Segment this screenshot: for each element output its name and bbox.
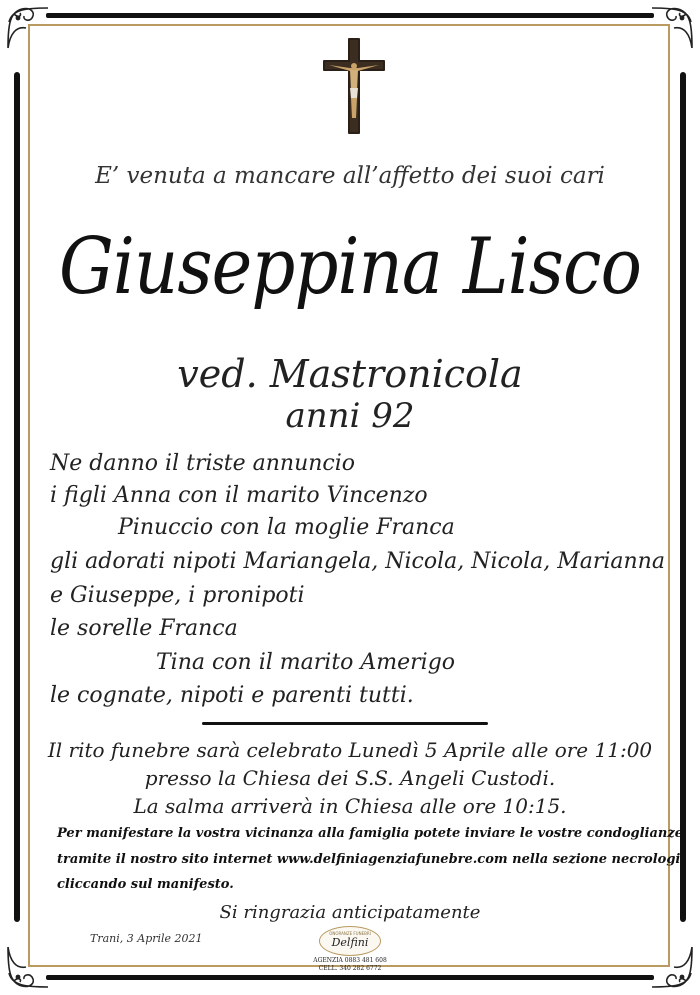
corner-ornament-icon bbox=[4, 4, 50, 50]
deceased-name: Giuseppina Lisco bbox=[58, 222, 642, 312]
frame-top-bar bbox=[46, 13, 654, 18]
family-line: le cognate, nipoti e parenti tutti. bbox=[50, 683, 414, 708]
family-line: le sorelle Franca bbox=[50, 616, 238, 641]
agency-name: Delfini bbox=[331, 936, 369, 949]
ceremony-line: La salma arriverà in Chiesa alle ore 10:15. bbox=[133, 794, 567, 818]
condolence-notice-line: cliccando sul manifesto. bbox=[57, 877, 234, 892]
age-text: anni 92 bbox=[285, 396, 415, 436]
ceremony-line: Il rito funebre sarà celebrato Lunedì 5 Aprile alle ore 11:00 bbox=[47, 738, 653, 762]
place-date: Trani, 3 Aprile 2021 bbox=[90, 932, 203, 945]
frame-bottom-bar bbox=[46, 975, 654, 980]
family-line: e Giuseppe, i pronipoti bbox=[50, 583, 305, 608]
agency-phone: AGENZIA 0883 481 608 bbox=[313, 957, 387, 964]
family-line: Tina con il marito Amerigo bbox=[156, 650, 456, 675]
corner-ornament-icon bbox=[650, 4, 696, 50]
divider-line bbox=[202, 722, 488, 725]
family-line: i figli Anna con il marito Vincenzo bbox=[50, 483, 428, 508]
agency-logo bbox=[304, 926, 396, 972]
agency-cell: CELL. 340 282 6772 bbox=[318, 965, 382, 972]
ceremony-line: presso la Chiesa dei S.S. Angeli Custodi. bbox=[144, 766, 556, 790]
corner-ornament-icon bbox=[650, 945, 696, 991]
family-line: gli adorati nipoti Mariangela, Nicola, Nicola, Marianna bbox=[50, 549, 665, 574]
family-line: Pinuccio con la moglie Franca bbox=[118, 515, 455, 540]
crucifix-icon bbox=[323, 38, 385, 134]
condolence-notice-line: Per manifestare la vostra vicinanza alla famiglia potete inviare le vostre condoglianze bbox=[57, 826, 684, 841]
family-line: Ne danno il triste annuncio bbox=[50, 451, 356, 476]
intro-text: E’ venuta a mancare all’affetto dei suoi cari bbox=[95, 163, 605, 189]
condolence-notice-line: tramite il nostro sito internet www.delfiniagenziafunebre.com nella sezione necrologi bbox=[57, 852, 681, 867]
agency-logo-oval bbox=[319, 926, 381, 956]
corner-ornament-icon bbox=[4, 945, 50, 991]
agency-tagline: ONORANZE FUNEBRI bbox=[329, 931, 371, 936]
widow-of-text: ved. Mastronicola bbox=[177, 352, 523, 396]
thanks-text: Si ringrazia anticipatamente bbox=[219, 902, 481, 923]
